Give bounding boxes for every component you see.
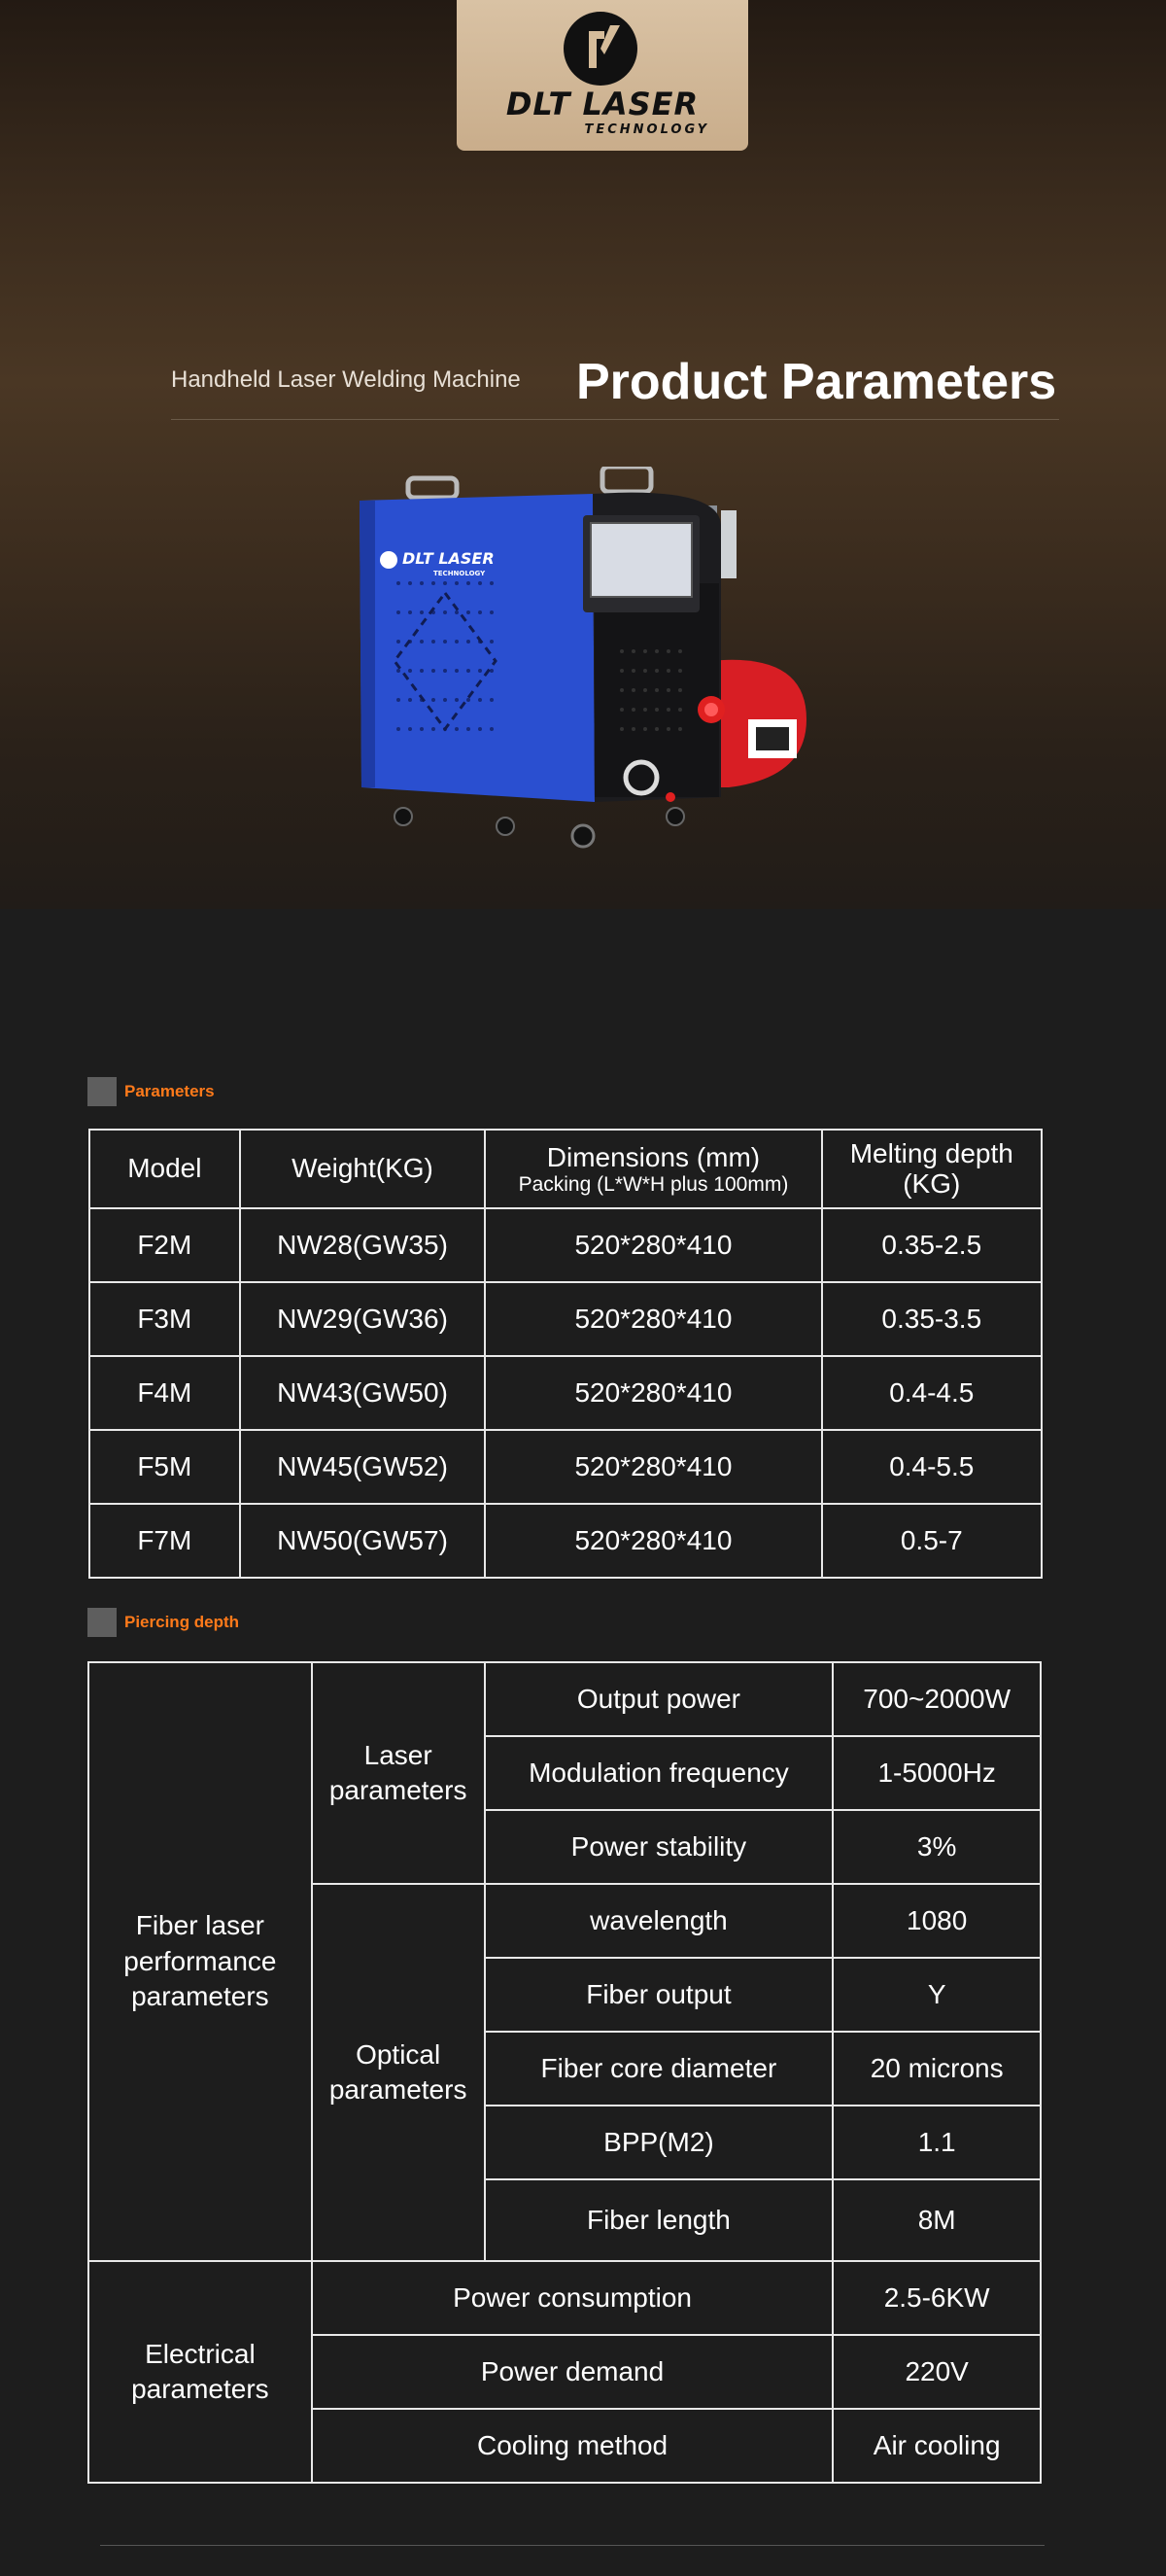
parameters-table <box>88 1129 1043 1579</box>
param-name: wavelength <box>485 1884 834 1958</box>
cell-dimensions: 520*280*410 <box>485 1356 821 1430</box>
parameters-section-label: Parameters <box>124 1082 215 1100</box>
cell-melting: 0.4-4.5 <box>822 1356 1042 1430</box>
subgroup-laser: Laser parameters <box>312 1662 485 1884</box>
table-row <box>89 1282 1042 1356</box>
dimensions-header-note: Packing (L*W*H plus 100mm) <box>518 1173 789 1197</box>
cell-model: F3M <box>89 1282 240 1356</box>
brand-name: DLT LASER <box>505 86 700 122</box>
hero-subtitle: Handheld Laser Welding Machine <box>171 366 521 393</box>
cell-melting: 0.4-5.5 <box>822 1430 1042 1504</box>
cell-melting: 0.5-7 <box>822 1504 1042 1578</box>
param-value: Air cooling <box>833 2409 1041 2483</box>
col-header-weight: Weight(KG) <box>240 1130 486 1208</box>
table-row <box>89 1430 1042 1504</box>
cell-model: F5M <box>89 1430 240 1504</box>
performance-table <box>87 1661 1042 2484</box>
machine-brand-sublabel: TECHNOLOGY <box>433 570 486 577</box>
param-name: BPP(M2) <box>485 2106 834 2179</box>
laser-welding-machine-image <box>340 467 816 894</box>
param-name: Output power <box>485 1662 834 1736</box>
cell-model: F7M <box>89 1504 240 1578</box>
table-header-row <box>89 1130 1042 1208</box>
hero-banner <box>0 0 1166 909</box>
footer-divider <box>100 2545 1045 2546</box>
cell-model: F2M <box>89 1208 240 1282</box>
subgroup-optical: Optical parameters <box>312 1884 485 2261</box>
cell-dimensions: 520*280*410 <box>485 1208 821 1282</box>
param-value: 8M <box>833 2179 1041 2261</box>
param-value: 3% <box>833 1810 1041 1884</box>
col-header-model: Model <box>89 1130 240 1208</box>
cell-dimensions: 520*280*410 <box>485 1430 821 1504</box>
col-header-dimensions <box>485 1130 821 1208</box>
cell-weight: NW43(GW50) <box>240 1356 486 1430</box>
laser-logo-icon <box>562 10 639 87</box>
table-row <box>88 1662 1041 1736</box>
cell-weight: NW50(GW57) <box>240 1504 486 1578</box>
table-row <box>89 1208 1042 1282</box>
table-row <box>89 1356 1042 1430</box>
param-value: 1080 <box>833 1884 1041 1958</box>
brand-logo-plate <box>457 0 748 151</box>
piercing-section-header <box>87 1608 239 1637</box>
dimensions-header-label: Dimensions (mm) <box>546 1141 761 1172</box>
param-value: 20 microns <box>833 2032 1041 2106</box>
machine-brand-label: DLT LASER <box>402 549 495 568</box>
param-name: Cooling method <box>312 2409 834 2483</box>
cell-melting: 0.35-3.5 <box>822 1282 1042 1356</box>
param-name: Fiber core diameter <box>485 2032 834 2106</box>
group-fiber-laser: Fiber laser performance parameters <box>88 1662 312 2261</box>
title-divider <box>171 419 1059 420</box>
cell-dimensions: 520*280*410 <box>485 1504 821 1578</box>
piercing-section-label: Piercing depth <box>124 1613 240 1631</box>
section-marker-icon <box>87 1608 117 1637</box>
param-name: Fiber length <box>485 2179 834 2261</box>
param-name: Modulation frequency <box>485 1736 834 1810</box>
param-name: Power stability <box>485 1810 834 1884</box>
cell-weight: NW28(GW35) <box>240 1208 486 1282</box>
param-value: 2.5-6KW <box>833 2261 1041 2335</box>
page-title: Product Parameters <box>576 354 1057 410</box>
param-name: Power demand <box>312 2335 834 2409</box>
col-header-melting-depth: Melting depth (KG) <box>822 1130 1042 1208</box>
group-electrical: Electrical parameters <box>88 2261 312 2483</box>
cell-dimensions: 520*280*410 <box>485 1282 821 1356</box>
cell-weight: NW45(GW52) <box>240 1430 486 1504</box>
section-marker-icon <box>87 1077 117 1106</box>
param-value: Y <box>833 1958 1041 2032</box>
table-row <box>88 2261 1041 2335</box>
cell-melting: 0.35-2.5 <box>822 1208 1042 1282</box>
parameters-section-header <box>87 1077 215 1106</box>
table-row <box>89 1504 1042 1578</box>
param-name: Power consumption <box>312 2261 834 2335</box>
param-name: Fiber output <box>485 1958 834 2032</box>
cell-weight: NW29(GW36) <box>240 1282 486 1356</box>
param-value: 220V <box>833 2335 1041 2409</box>
brand-tagline: TECHNOLOGY <box>584 122 709 137</box>
param-value: 1.1 <box>833 2106 1041 2179</box>
cell-model: F4M <box>89 1356 240 1430</box>
param-value: 1-5000Hz <box>833 1736 1041 1810</box>
param-value: 700~2000W <box>833 1662 1041 1736</box>
